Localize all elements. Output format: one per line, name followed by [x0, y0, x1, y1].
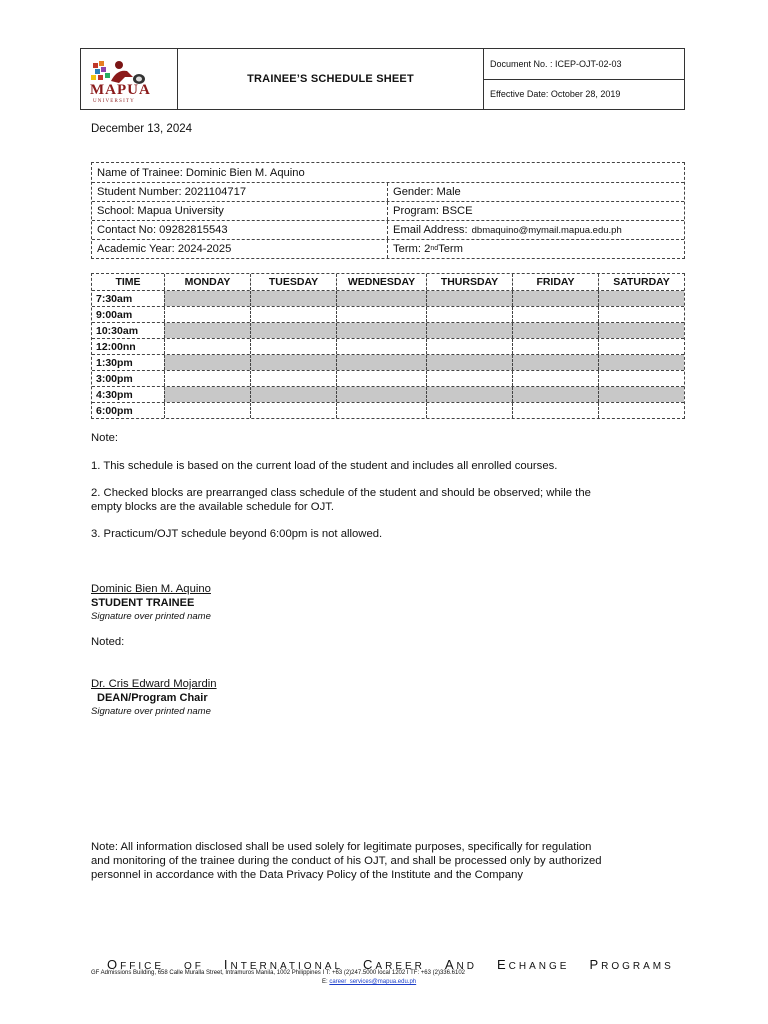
- program: Program: BSCE: [393, 205, 473, 217]
- privacy-line-3: personnel in accordance with the Data Privacy Policy of the Institute and the Company: [91, 869, 524, 881]
- schedule-cell[interactable]: [336, 387, 426, 402]
- schedule-cell[interactable]: [164, 387, 250, 402]
- document-title: TRAINEE’S SCHEDULE SHEET: [178, 49, 484, 109]
- schedule-header-cell: WEDNESDAY: [336, 274, 426, 290]
- term: Term: 2 nd Term: [393, 243, 463, 255]
- schedule-row: [92, 402, 684, 418]
- document-number: Document No. : ICEP-OJT-02-03: [490, 58, 622, 69]
- schedule-header-cell: MONDAY: [164, 274, 250, 290]
- schedule-cell[interactable]: [164, 291, 250, 306]
- schedule-cell[interactable]: [336, 371, 426, 386]
- term-suffix: Term: [438, 243, 463, 255]
- student-role: STUDENT TRAINEE: [91, 597, 195, 609]
- schedule-cell[interactable]: [598, 371, 684, 386]
- schedule-cell[interactable]: [164, 403, 250, 418]
- notes-heading: Note:: [91, 432, 119, 444]
- email-value: dbmaquino@mymail.mapua.edu.ph: [471, 224, 622, 236]
- schedule-cell[interactable]: [512, 371, 598, 386]
- note-2-line-1: 2. Checked blocks are prearranged class schedule of the student and should be observed; while the: [91, 487, 591, 499]
- academic-year: Academic Year: 2024-2025: [92, 240, 388, 258]
- document-meta: [484, 49, 684, 109]
- office-word-rest: CHANGE: [508, 961, 570, 972]
- schedule-header-row: [92, 274, 684, 290]
- document-header: [80, 48, 685, 110]
- dean-name: Dr. Cris Edward Mojardin: [91, 678, 217, 690]
- info-row: [92, 182, 684, 201]
- schedule-cell[interactable]: [512, 355, 598, 370]
- schedule-cell[interactable]: [512, 339, 598, 354]
- schedule-cell[interactable]: [426, 371, 512, 386]
- schedule-cell[interactable]: [250, 307, 336, 322]
- schedule-cell[interactable]: [598, 355, 684, 370]
- schedule-cell[interactable]: [598, 307, 684, 322]
- office-word-initial: C: [363, 957, 376, 972]
- schedule-cell[interactable]: [426, 323, 512, 338]
- privacy-line-1: Note: All information disclosed shall be used solely for legitimate purposes, specifically for regulation: [91, 841, 592, 853]
- schedule-cell[interactable]: [336, 307, 426, 322]
- privacy-note: [91, 840, 602, 882]
- office-word-rest: OF: [184, 961, 204, 972]
- issue-date: December 13, 2024: [91, 123, 193, 135]
- office-word-initial: A: [444, 957, 457, 972]
- schedule-row: [92, 306, 684, 322]
- schedule-cell[interactable]: [250, 403, 336, 418]
- schedule-cell[interactable]: [250, 339, 336, 354]
- info-row: [92, 163, 684, 182]
- office-word-initial: I: [223, 957, 231, 972]
- term-prefix: Term: 2: [393, 243, 431, 255]
- schedule-cell[interactable]: [250, 387, 336, 402]
- office-word-rest: NTERNATIONAL: [230, 961, 344, 972]
- schedule-cell[interactable]: [426, 291, 512, 306]
- gender: Gender: Male: [393, 186, 461, 198]
- dean-role: DEAN/Program Chair: [97, 692, 208, 704]
- schedule-cell[interactable]: [250, 355, 336, 370]
- email-prefix: E:: [322, 979, 330, 985]
- schedule-cell[interactable]: [426, 339, 512, 354]
- time-slot-label: 6:00pm: [96, 404, 133, 417]
- schedule-cell[interactable]: [250, 323, 336, 338]
- trainee-name: Name of Trainee: Dominic Bien M. Aquino: [97, 166, 305, 179]
- schedule-cell[interactable]: [336, 339, 426, 354]
- time-slot-label: 12:00nn: [96, 340, 136, 353]
- email-label: Email Address:: [393, 224, 468, 236]
- note-2: [91, 486, 591, 514]
- schedule-cell[interactable]: [164, 323, 250, 338]
- dean-signature-caption: Signature over printed name: [91, 706, 211, 717]
- time-slot-label: 7:30am: [96, 292, 133, 305]
- schedule-cell[interactable]: [598, 323, 684, 338]
- info-row: [92, 201, 684, 220]
- time-slot-label: 4:30pm: [96, 388, 133, 401]
- logo-subtext: UNIVERSITY: [93, 99, 135, 104]
- schedule-cell[interactable]: [336, 323, 426, 338]
- schedule-cell[interactable]: [426, 355, 512, 370]
- student-number: Student Number: 2021104717: [92, 183, 388, 201]
- privacy-line-2: and monitoring of the trainee during the conduct of his OJT, and shall be processed only by authorized: [91, 855, 602, 867]
- schedule-cell[interactable]: [164, 371, 250, 386]
- office-word: [589, 957, 674, 972]
- office-word: [497, 957, 570, 972]
- time-slot-label: 9:00am: [96, 308, 133, 321]
- office-word-rest: FFICE: [120, 961, 165, 972]
- note-3: 3. Practicum/OJT schedule beyond 6:00pm is not allowed.: [91, 528, 383, 540]
- student-signature-caption: Signature over printed name: [91, 611, 211, 622]
- schedule-cell[interactable]: [164, 339, 250, 354]
- time-slot-label: 1:30pm: [96, 356, 133, 369]
- schedule-cell[interactable]: [512, 291, 598, 306]
- schedule-header-cell: SATURDAY: [598, 274, 684, 290]
- office-word-initial: O: [107, 957, 121, 972]
- effective-date: Effective Date: October 28, 2019: [484, 79, 684, 110]
- office-word-rest: ND: [456, 961, 477, 972]
- schedule-table: [91, 273, 685, 419]
- schedule-cell[interactable]: [250, 371, 336, 386]
- schedule-row: [92, 290, 684, 306]
- contact-number: Contact No: 09282815543: [92, 221, 388, 239]
- info-row: [92, 239, 684, 258]
- schedule-cell[interactable]: [426, 387, 512, 402]
- schedule-header-cell: THURSDAY: [426, 274, 512, 290]
- schedule-cell[interactable]: [336, 291, 426, 306]
- schedule-row: [92, 338, 684, 354]
- student-name: Dominic Bien M. Aquino: [91, 583, 211, 595]
- schedule-row: [92, 370, 684, 386]
- office-email-link[interactable]: career_services@mapua.edu.ph: [329, 979, 417, 985]
- schedule-cell[interactable]: [598, 387, 684, 402]
- schedule-cell[interactable]: [336, 355, 426, 370]
- schedule-cell[interactable]: [164, 307, 250, 322]
- dean-signature-block: [91, 677, 217, 719]
- logo-wordmark: MAPUA: [90, 82, 151, 98]
- schedule-header-cell: FRIDAY: [512, 274, 598, 290]
- schedule-cell[interactable]: [164, 355, 250, 370]
- schedule-cell[interactable]: [598, 339, 684, 354]
- schedule-header-cell: TUESDAY: [250, 274, 336, 290]
- schedule-cell[interactable]: [512, 387, 598, 402]
- schedule-row: [92, 386, 684, 402]
- schedule-header-cell: TIME: [115, 276, 141, 288]
- schedule-cell[interactable]: [598, 291, 684, 306]
- email-address: [388, 221, 684, 239]
- office-address: GF Admissions Building, 658 Calle Muralla Street, Intramuros Manila, 1002 Philippines I T: +63 (2)247.5000 local 1202 I TF: +63 (2)336.6102: [91, 970, 465, 976]
- note-1: 1. This schedule is based on the current load of the student and includes all enrolled courses.: [91, 460, 558, 472]
- schedule-cell[interactable]: [512, 323, 598, 338]
- note-2-line-2: empty blocks are the available schedule for OJT.: [91, 501, 335, 513]
- info-row: [92, 220, 684, 239]
- noted-label: Noted:: [91, 636, 125, 648]
- schedule-cell[interactable]: [426, 403, 512, 418]
- time-slot-label: 10:30am: [96, 324, 139, 337]
- schedule-cell[interactable]: [336, 403, 426, 418]
- schedule-row: [92, 322, 684, 338]
- schedule-cell[interactable]: [512, 403, 598, 418]
- office-word-initial: P: [589, 957, 602, 972]
- school: School: Mapua University: [92, 202, 388, 220]
- schedule-cell[interactable]: [250, 291, 336, 306]
- student-signature-block: [91, 582, 211, 624]
- office-word-rest: ROGRAMS: [601, 961, 674, 972]
- office-word-rest: AREER: [375, 961, 425, 972]
- office-word-initial: E: [497, 957, 509, 972]
- time-slot-label: 3:00pm: [96, 372, 133, 385]
- schedule-cell[interactable]: [426, 307, 512, 322]
- schedule-row: [92, 354, 684, 370]
- schedule-cell[interactable]: [598, 403, 684, 418]
- schedule-cell[interactable]: [512, 307, 598, 322]
- office-email-line: [322, 979, 416, 985]
- logo-cell: [81, 49, 178, 109]
- trainee-info-table: [91, 162, 685, 259]
